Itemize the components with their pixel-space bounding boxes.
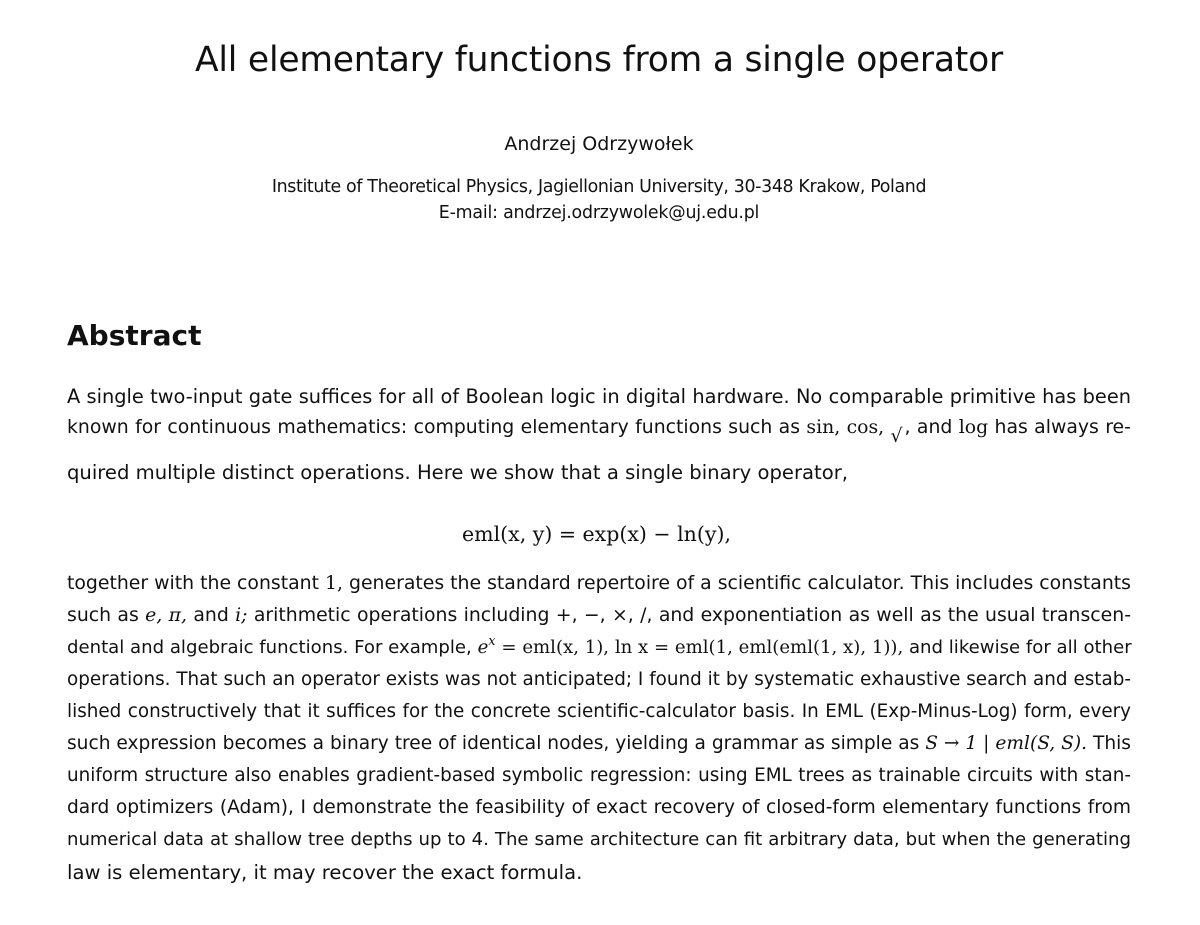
author-name: Andrzej Odrzywołek: [504, 133, 694, 155]
abstract-line-2: known for continuous mathematics: computing elementary functions such as sin, cos, √ , and log has always re-: [67, 417, 1131, 447]
display-equation: eml(x, y) = exp(x) − ln(y),: [462, 522, 731, 546]
math-operators: +, −, ×, /,: [555, 605, 653, 626]
sqrt-symbol: √: [890, 426, 903, 447]
abstract-heading: Abstract: [67, 319, 202, 352]
math-cos: cos,: [846, 417, 885, 438]
abstract-line-4: together with the constant 1, generates the standard repertoire of a scientific calculator. This includes constants: [67, 573, 1131, 594]
abstract-line-7: operations. That such an operator exists was not anticipated; I found it by systematic exhaustive search and estab-: [67, 669, 1131, 690]
math-exp-identity: = eml(x, 1),: [501, 637, 610, 658]
math-ln-identity: ln x = eml(1, eml(eml(1, x), 1)),: [614, 637, 904, 658]
math-sin: sin,: [806, 417, 841, 438]
abstract-line-10: uniform structure also enables gradient-based symbolic regression: using EML trees as trainable circuits with stan-: [67, 765, 1131, 786]
abstract-line-12: numerical data at shallow tree depths up to 4. The same architecture can fit arbitrary data, but when the generating: [67, 829, 1131, 850]
abstract-line-13: law is elementary, it may recover the exact formula.: [67, 861, 583, 884]
author-email: E-mail: andrzej.odrzywolek@uj.edu.pl: [438, 203, 760, 223]
abstract-line-8: lished constructively that it suffices for the concrete scientific-calculator basis. In EML (Exp-Minus-Log) form, every: [67, 701, 1131, 722]
abstract-line-3: quired multiple distinct operations. Here we show that a single binary operator,: [67, 461, 848, 484]
math-log: log: [958, 417, 989, 438]
abstract-line-1: A single two-input gate suffices for all of Boolean logic in digital hardware. No comparable primitive has been: [67, 385, 1131, 408]
author-affiliation: Institute of Theoretical Physics, Jagiellonian University, 30-348 Krakow, Poland: [271, 177, 927, 197]
abstract-line-9: such expression becomes a binary tree of identical nodes, yielding a grammar as simple as S → 1 | eml(S, S). This: [67, 733, 1131, 754]
math-grammar: S → 1 | eml(S, S).: [925, 733, 1088, 754]
abstract-line-6: dental and algebraic functions. For example, $e^x = eml(x$, 1), ln x = eml(1, eml(eml(1, x), 1)), and likewise for all other: [67, 634, 1132, 658]
abstract-line-5: such as e, π, and i; arithmetic operations including +, −, ×, /, and exponentiation as well as the usual transcen-: [67, 605, 1132, 626]
paper-title: All elementary functions from a single operator: [194, 40, 1004, 80]
abstract-line-11: dard optimizers (Adam), I demonstrate the feasibility of exact recovery of closed-form elementary functions from: [67, 797, 1131, 818]
